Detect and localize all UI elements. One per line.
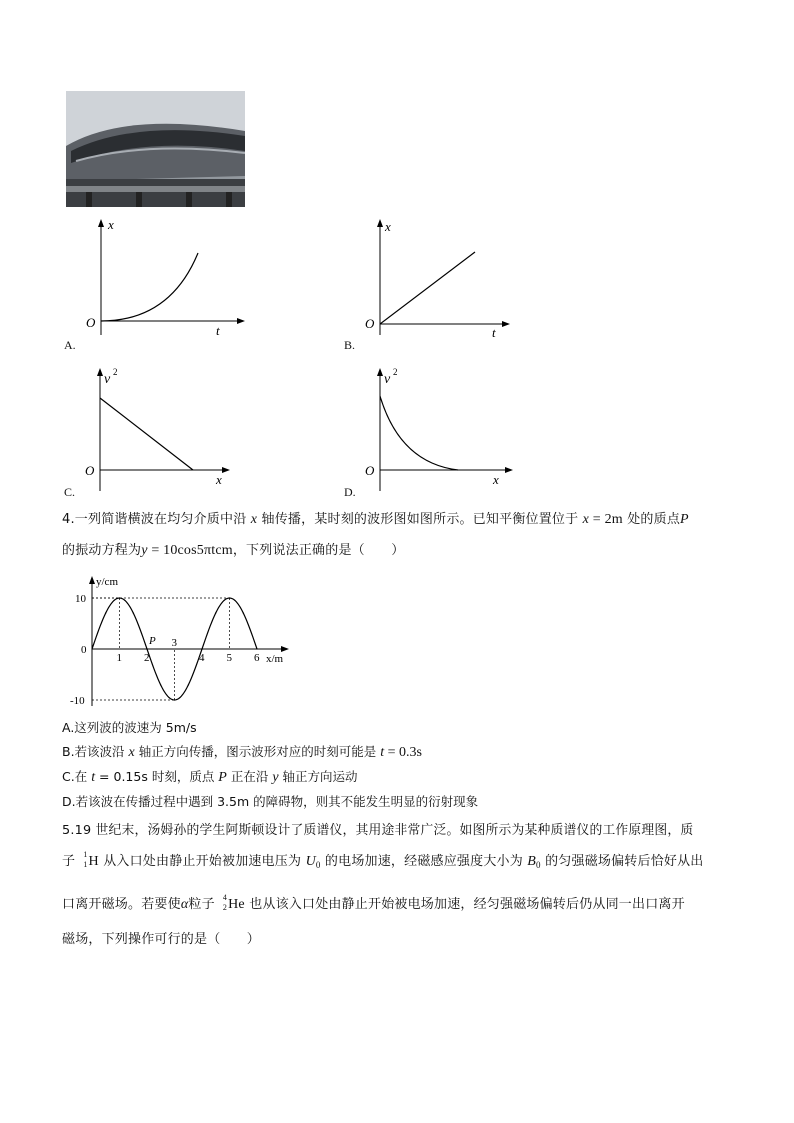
wave-chart [62, 573, 302, 708]
graph-b-origin: O [365, 316, 375, 331]
graph-b-x-label: t [492, 325, 496, 340]
q4-choice-b: B.若该波沿 x 轴正方向传播，图示波形对应的时刻可能是 t = 0.3s [62, 744, 422, 760]
wave-point-0 [91, 648, 92, 649]
x-tick-1: 1 [116, 652, 122, 664]
y-axis-label: y/cm [96, 576, 118, 588]
option-a-letter: A. [64, 338, 76, 352]
x-tick-5: 5 [226, 652, 232, 664]
wave-point-11 [243, 612, 244, 613]
q4-choice-d: D.若该波在传播过程中遇到 3.5m 的障碍物，则其不能发生明显的衍射现象 [62, 794, 479, 809]
x-tick-2: 2 [144, 652, 150, 664]
graph-c-y-label: v [104, 372, 111, 387]
graph-c-x-label: x [216, 472, 222, 487]
wave-point-1 [105, 612, 106, 613]
q4-line1: 4.一列简谐横波在均匀介质中沿 x 轴传播，某时刻的波形图如图所示。已知平衡位置位于 x = 2m 处的质点P [62, 512, 689, 527]
option-d-letter: D. [344, 485, 356, 499]
x-tick-4: 4 [199, 652, 205, 664]
graph-d [360, 363, 530, 493]
q4-choice-a: A.这列波的波速为 5m/s [62, 720, 197, 735]
graph-c [80, 363, 250, 493]
y-tick-0: 0 [81, 644, 87, 656]
y-tick-10: 10 [75, 593, 86, 605]
q4-choice-c: C.在 t = 0.15s 时刻，质点 P 正在沿 y 轴正方向运动 [62, 769, 358, 785]
wave-point-10 [229, 597, 230, 598]
maglev-train-photo [66, 91, 245, 207]
wave-point-12 [256, 648, 257, 649]
wave-point-5 [160, 684, 161, 685]
graph-a-origin: O [86, 315, 96, 330]
q5-line1: 5.19 世纪末，汤姆孙的学生阿斯顿设计了质谱仪，其用途非常广泛。如图所示为某种质谱仪的工作原理图，质 [62, 823, 694, 838]
graph-d-y-label: v [384, 372, 391, 387]
graph-d-x-label: x [493, 472, 499, 487]
y-axis-arrow [89, 576, 95, 584]
train-illustration [66, 91, 245, 207]
x-tick-3: 3 [171, 637, 177, 649]
q5-line4: 磁场，下列操作可行的是（ ） [62, 932, 261, 947]
wave-point-2 [119, 597, 120, 598]
graph-b-y-label: x [385, 219, 391, 234]
q5-helium-nuclide: 4 2 [222, 893, 228, 912]
q5-hydrogen-nuclide: 1 1 [83, 850, 88, 869]
q5-line2: 子 1 1 H 从入口处由静止开始被加速电压为 $U_0$ 的电场加速，经磁感应强度大小为 $B_0$ 的匀强磁场偏转后恰好从出 [62, 850, 704, 870]
graph-b [360, 215, 530, 340]
graph-a [80, 215, 250, 340]
graph-c-y-exp: 2 [113, 367, 118, 377]
wave-point-6 [174, 699, 175, 700]
y-tick--10: -10 [70, 695, 85, 707]
graph-d-origin: O [365, 463, 375, 478]
wave-point-9 [215, 612, 216, 613]
x-axis-arrow [281, 646, 289, 652]
point-p-label: P [149, 635, 156, 647]
x-tick-6: 6 [254, 652, 260, 664]
graph-c-origin: O [85, 463, 95, 478]
graph-d-y-exp: 2 [393, 367, 398, 377]
x-axis-label: x/m [266, 653, 284, 665]
wave-point-8 [201, 648, 202, 649]
option-b-letter: B. [344, 338, 356, 352]
wave-point-7 [188, 684, 189, 685]
wave-point-4 [146, 648, 147, 649]
q4-line2: 的振动方程为y = 10cos5πtcm，下列说法正确的是（ ） [62, 543, 405, 558]
q5-line3: 口离开磁场。若要使α粒子 4 2 He 也从该入口处由静止开始被电场加速，经匀强磁场偏转后仍从同一出口离开 [62, 893, 685, 912]
option-c-letter: C. [64, 485, 76, 499]
graph-a-x-label: t [216, 323, 220, 338]
graph-a-y-label: x [108, 217, 114, 232]
wave-point-3 [133, 612, 134, 613]
